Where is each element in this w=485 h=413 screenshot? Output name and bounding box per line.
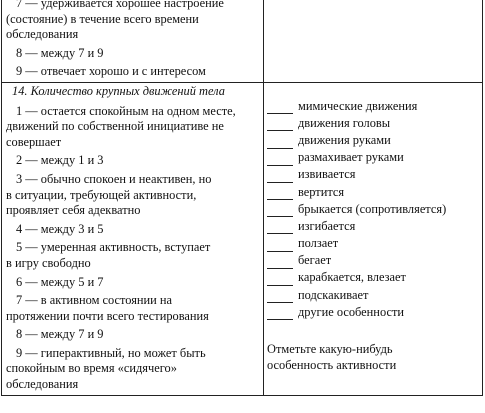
checkbox-blank-line[interactable] (267, 204, 293, 217)
checklist-label: извивается (298, 167, 356, 182)
entry-line: в игру свободно (6, 255, 91, 270)
checklist-item (267, 234, 480, 251)
entry-line: 1 — остается спокойным на одном месте, (16, 103, 236, 118)
note-line: особенность активности (267, 358, 397, 372)
table-row-top (2, 0, 483, 82)
note-line: Отметьте какую-нибудь (267, 342, 393, 357)
entry-line: движений по собственной инициативе не (6, 119, 224, 134)
assessment-table (1, 0, 483, 396)
score-entry (6, 240, 260, 271)
checklist-label: бегает (298, 253, 332, 268)
checklist-item (267, 114, 480, 131)
entry-line: в ситуации, требующей активности, (6, 187, 197, 202)
score-entry (6, 327, 260, 343)
checkbox-blank-line[interactable] (267, 101, 293, 114)
entry-line: (состояние) в течение всего времени (6, 11, 199, 26)
checkbox-blank-line[interactable] (267, 136, 293, 149)
checklist-label: движения руками (298, 132, 391, 147)
section-14-left-cell (2, 82, 264, 395)
entry-line: 4 — между 3 и 5 (16, 221, 104, 236)
checkbox-blank-line[interactable] (267, 290, 293, 303)
entry-line: 8 — между 7 и 9 (16, 45, 104, 60)
entry-line: спокойным во время «сидячего» (6, 361, 177, 376)
entry-line: 6 — между 5 и 7 (16, 274, 104, 289)
score-entry (6, 293, 260, 324)
score-entry-7-mood (6, 0, 260, 43)
entry-line: 9 — отвечает хорошо и с интересом (16, 64, 206, 79)
score-entry (6, 222, 260, 238)
checklist-label: брыкается (сопротивляется) (298, 201, 447, 216)
top-right-cell (264, 0, 483, 82)
checklist-item (267, 269, 480, 286)
checklist-item (267, 97, 480, 114)
entry-line: 7 — удерживается хорошее настроение (16, 0, 224, 10)
score-entry (6, 104, 260, 151)
checkbox-blank-line[interactable] (267, 239, 293, 252)
checklist-item (267, 166, 480, 183)
checkbox-blank-line[interactable] (267, 153, 293, 166)
checklist-label: карабкается, влезает (298, 270, 406, 285)
checkbox-blank-line[interactable] (267, 118, 293, 131)
entry-line: обследования (6, 377, 79, 392)
entry-line: протяжении почти всего тестирования (6, 308, 209, 323)
checkbox-blank-line[interactable] (267, 221, 293, 234)
checklist-label: ползает (298, 236, 339, 251)
checklist-label: другие особенности (298, 304, 404, 319)
checklist-label: изгибается (298, 218, 356, 233)
entry-line: 5 — умеренная активность, вступает (16, 240, 211, 255)
entry-line: 7 — в активном состоянии на (16, 293, 173, 308)
section-14-right-cell (264, 82, 483, 395)
checklist-label: подскакивает (298, 287, 369, 302)
entry-line: совершает (6, 134, 62, 149)
checklist-item (267, 131, 480, 148)
score-entry (6, 172, 260, 219)
score-entry-9 (6, 64, 260, 80)
checkbox-blank-line[interactable] (267, 187, 293, 200)
checklist-item (267, 183, 480, 200)
checkbox-blank-line[interactable] (267, 256, 293, 269)
score-entry (6, 346, 260, 393)
checkbox-blank-line[interactable] (267, 170, 293, 183)
checkbox-blank-line[interactable] (267, 307, 293, 320)
section-title: 14. Количество крупных движений тела (12, 83, 225, 98)
top-left-cell (2, 0, 264, 82)
checklist-item (267, 149, 480, 166)
entry-line: обследования (6, 27, 79, 42)
entry-line: 2 — между 1 и 3 (16, 153, 104, 168)
checklist-item (267, 303, 480, 320)
score-entry (6, 153, 260, 169)
checklist-label: размахивает руками (298, 150, 404, 165)
checklist-item (267, 217, 480, 234)
checkbox-blank-line[interactable] (267, 273, 293, 286)
checklist-item (267, 252, 480, 269)
checklist-label: вертится (298, 184, 345, 199)
checklist-label: мимические движения (298, 98, 418, 113)
score-entry (6, 275, 260, 291)
activity-note (267, 342, 480, 373)
entry-line: 3 — обычно спокоен и неактивен, но (16, 171, 212, 186)
table-row-section-14 (2, 82, 483, 395)
checklist-item (267, 200, 480, 217)
entry-line: проявляет себя адекватно (6, 203, 141, 218)
movement-checklist (267, 97, 480, 320)
checklist-item (267, 286, 480, 303)
score-entry-8 (6, 46, 260, 62)
entry-line: 9 — гиперактивный, но может быть (16, 345, 206, 360)
entry-line: 8 — между 7 и 9 (16, 327, 104, 342)
checklist-label: движения головы (298, 115, 391, 130)
